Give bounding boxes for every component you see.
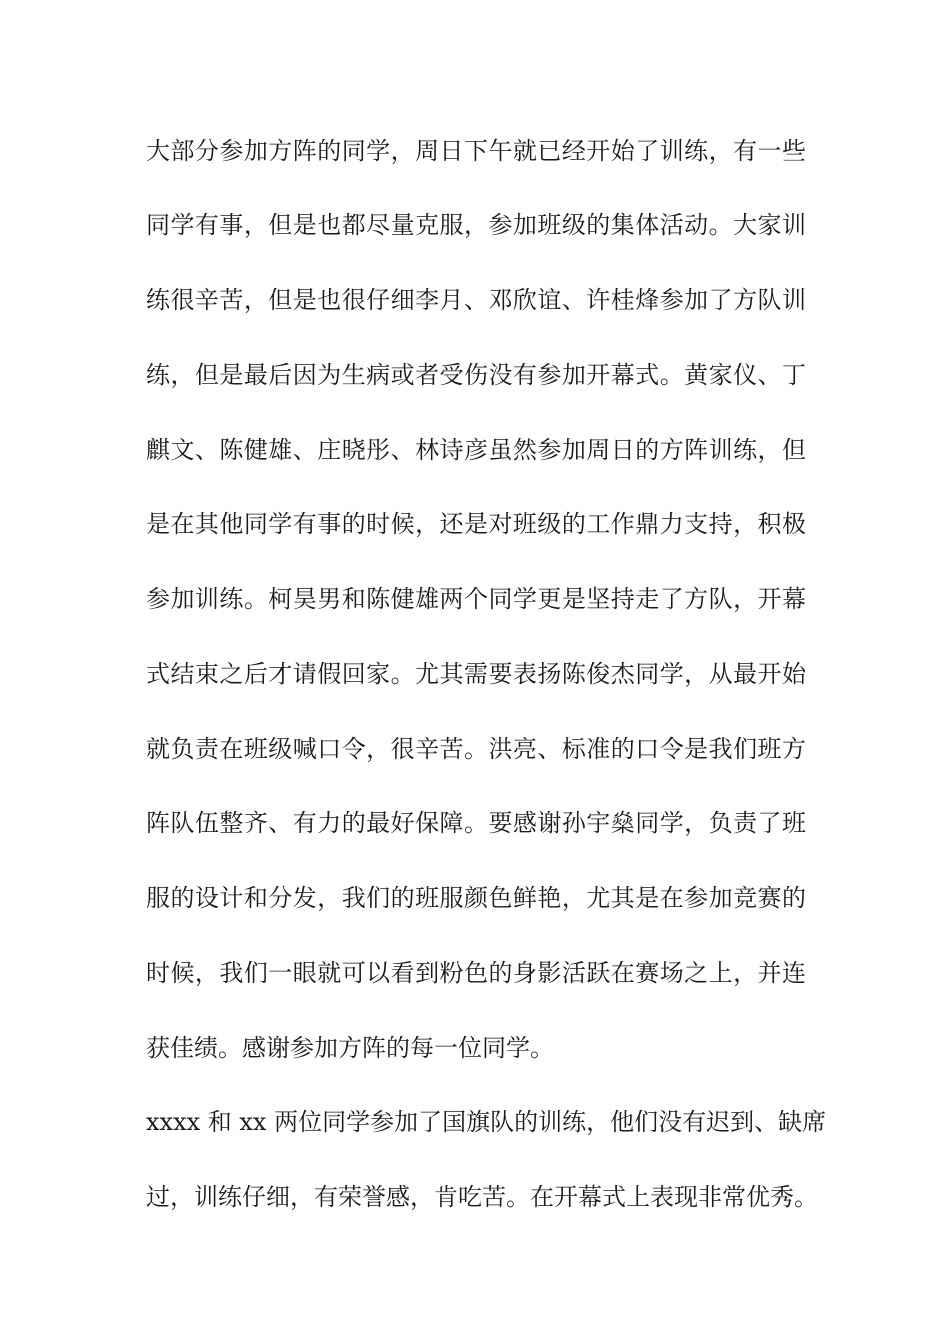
paragraph-1-line-9: 就负责在班级喊口令，很辛苦。洪亮、标准的口令是我们班方 bbox=[146, 735, 806, 763]
paragraph-1-line-10: 阵队伍整齐、有力的最好保障。要感谢孙宇燊同学，负责了班 bbox=[146, 809, 806, 837]
paragraph-1-line-4: 练，但是最后因为生病或者受伤没有参加开幕式。黄家仪、丁 bbox=[146, 361, 806, 389]
paragraph-1-line-3: 练很辛苦，但是也很仔细李月、邓欣谊、许桂烽参加了方队训 bbox=[146, 286, 806, 314]
paragraph-1-line-1: 大部分参加方阵的同学，周日下午就已经开始了训练，有一些 bbox=[146, 137, 806, 165]
paragraph-1-line-6: 是在其他同学有事的时候，还是对班级的工作鼎力支持，积极 bbox=[146, 510, 806, 538]
paragraph-1-line-11: 服的设计和分发，我们的班服颜色鲜艳，尤其是在参加竞赛的 bbox=[146, 884, 806, 912]
paragraph-1-line-5: 麒文、陈健雄、庄晓彤、林诗彦虽然参加周日的方阵训练，但 bbox=[146, 436, 806, 464]
paragraph-1-line-8: 式结束之后才请假回家。尤其需要表扬陈俊杰同学，从最开始 bbox=[146, 660, 806, 688]
paragraph-1-line-12: 时候，我们一眼就可以看到粉色的身影活跃在赛场之上，并连 bbox=[146, 959, 806, 987]
paragraph-1-line-2: 同学有事，但是也都尽量克服，参加班级的集体活动。大家训 bbox=[146, 211, 806, 239]
paragraph-2-line-1: xxxx 和 xx 两位同学参加了国旗队的训练，他们没有迟到、缺席 bbox=[146, 1108, 827, 1136]
paragraph-1-line-13: 获佳绩。感谢参加方阵的每一位同学。 bbox=[146, 1034, 554, 1062]
paragraph-2-line-2: 过，训练仔细，有荣誉感，肯吃苦。在开幕式上表现非常优秀。 bbox=[146, 1183, 818, 1211]
paragraph-1-line-7: 参加训练。柯昊男和陈健雄两个同学更是坚持走了方队，开幕 bbox=[146, 585, 806, 613]
